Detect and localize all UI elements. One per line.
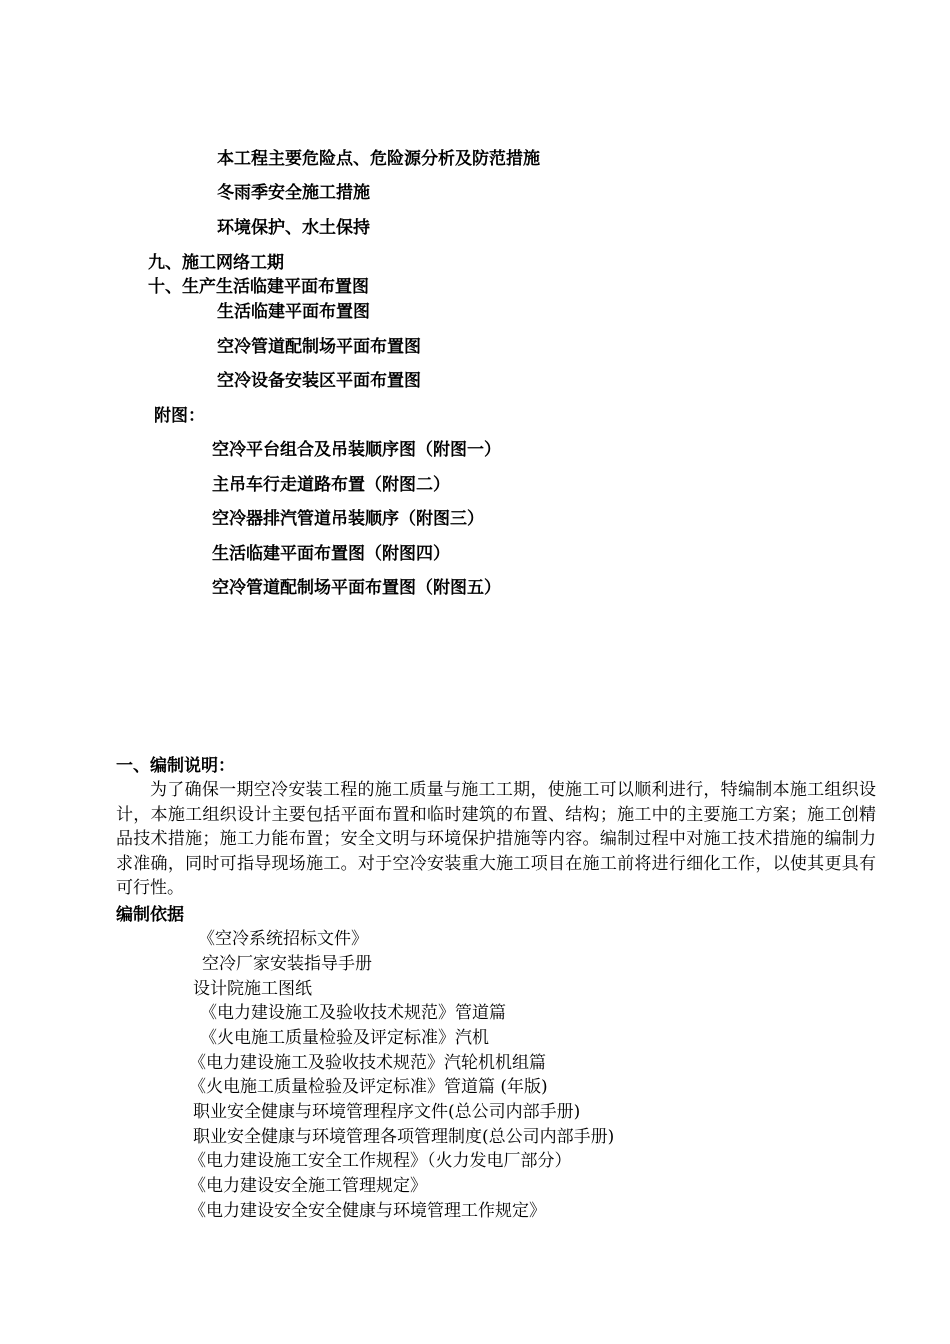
toc-item-hazard-analysis: 本工程主要危险点、危险源分析及防范措施 [217,149,540,169]
basis-item-5: 《火电施工质量检验及评定标准》汽机 [200,1028,489,1048]
toc-appendix-label: 附图： [154,406,205,426]
basis-item-4: 《电力建设施工及验收技术规范》管道篇 [200,1003,506,1023]
basis-item-8: 职业安全健康与环境管理程序文件(总公司内部手册) [193,1102,581,1122]
basis-item-6: 《电力建设施工及验收技术规范》汽轮机机组篇 [189,1053,546,1073]
toc-section-10: 十、生产生活临建平面布置图 [148,277,369,297]
toc-appendix-item-5: 空冷管道配制场平面布置图（附图五） [212,578,501,598]
toc-item-winter-rain-safety: 冬雨季安全施工措施 [217,183,370,203]
toc-appendix-item-4: 生活临建平面布置图（附图四） [212,544,450,564]
basis-item-7: 《火电施工质量检验及评定标准》管道篇 (年版) [189,1077,548,1097]
toc-item-living-layout: 生活临建平面布置图 [217,302,370,322]
basis-item-3: 设计院施工图纸 [193,979,312,999]
toc-item-environment-protection: 环境保护、水土保持 [217,218,370,238]
basis-heading: 编制依据 [116,905,184,925]
basis-item-10: 《电力建设施工安全工作规程》（火力发电厂部分） [189,1151,572,1171]
toc-section-9: 九、施工网络工期 [148,253,284,273]
toc-appendix-item-1: 空冷平台组合及吊装顺序图（附图一） [212,440,501,460]
basis-item-2: 空冷厂家安装指导手册 [202,954,372,974]
toc-appendix-item-3: 空冷器排汽管道吊装顺序（附图三） [212,509,484,529]
basis-item-9: 职业安全健康与环境管理各项管理制度(总公司内部手册) [193,1127,615,1147]
toc-item-equipment-area-layout: 空冷设备安装区平面布置图 [217,371,421,391]
toc-appendix-item-2: 主吊车行走道路布置（附图二） [212,475,450,495]
section-1-heading: 一、编制说明： [116,756,235,776]
section-1-paragraph: 为了确保一期空冷安装工程的施工质量与施工工期，使施工可以顺利进行，特编制本施工组织设计，本施工组织设计主要包括平面布置和临时建筑的布置、结构；施工中的主要施工方案；施工创精品技术措施；施工力能布置；安全文明与环境保护措施等内容。编制过程中对施工技术措施的编制力求准确，同时可指导现场施工。对于空冷安装重大施工项目在施工前将进行细化工作，以使其更具有可行性。 [116,780,876,899]
toc-item-pipe-yard-layout: 空冷管道配制场平面布置图 [217,337,421,357]
basis-item-1: 《空冷系统招标文件》 [198,929,368,949]
basis-item-12: 《电力建设安全安全健康与环境管理工作规定》 [189,1201,546,1221]
basis-item-11: 《电力建设安全施工管理规定》 [189,1176,427,1196]
